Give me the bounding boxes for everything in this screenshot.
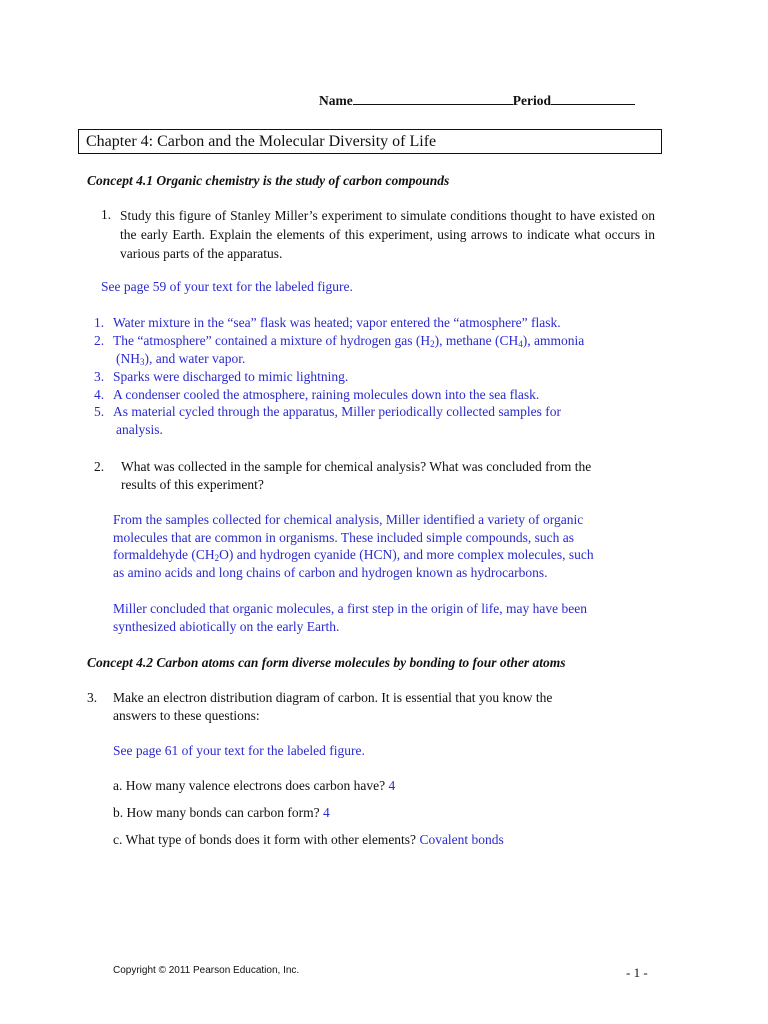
name-period-header [319,92,635,109]
q1-see-page-note: See page 59 of your text for the labeled figure. [101,279,353,294]
q1-answer-4: A condenser cooled the atmosphere, raining molecules down into the sea flask. [113,387,540,402]
question-2-line1: What was collected in the sample for chemical analysis? What was concluded from the [121,459,592,474]
q1-answer-1: Water mixture in the “sea” flask was heated; vapor entered the “atmosphere” flask. [113,315,561,330]
page-number: - 1 - [626,965,648,980]
name-label: Name [319,93,353,108]
question-3-line2: answers to these questions: [113,708,260,723]
q1-answer-2-line2: $(NH_3)$, and water vapor. [116,351,246,367]
period-blank[interactable] [551,92,635,105]
concept-4-2-heading: Concept 4.2 Carbon atoms can form diverse molecules by bonding to four other atoms [87,655,566,670]
q1-answer-1-number: 1. [94,315,105,330]
q3-part-c-answer: Covalent bonds [419,832,504,847]
q2-answer-p1-line4: as amino acids and long chains of carbon and hydrogen known as hydrocarbons. [113,565,548,580]
q3-part-b-answer: 4 [322,805,330,820]
question-3-number: 3. [87,690,98,705]
question-2-line2: results of this experiment? [121,477,264,492]
q1-answer-2-number: 2. [94,333,105,348]
period-label: Period [512,93,551,108]
name-blank[interactable] [353,92,513,105]
q1-answer-2-line1: The “atmosphere” contained a mixture of hydrogen gas $(H_2)$, methane $(CH_4)$, ammonia [113,333,585,349]
chapter-title-box [78,129,662,154]
chapter-title: Chapter 4: Carbon and the Molecular Diversity of Life [86,133,437,150]
question-2-number: 2. [94,459,105,474]
q3-part-c: c. What type of bonds does it form with other elements? Covalent bonds [113,832,504,847]
q2-answer-p1-line2: molecules that are common in organisms. These included simple compounds, such as [113,530,575,545]
question-1-text: Study this figure of Stanley Miller’s experiment to simulate conditions thought to have existed on the early Earth. Explain the elements of this experiment, using arrows to indicate what occurs in various parts of the apparatus. [120,208,655,261]
question-3-line1: Make an electron distribution diagram of carbon. It is essential that you know the [113,690,553,705]
question-1-number: 1. [101,207,112,222]
q3-see-page-note: See page 61 of your text for the labeled figure. [113,743,365,758]
copyright-footer: Copyright © 2011 Pearson Education, Inc. [113,965,300,976]
q1-answer-5-number: 5. [94,404,105,419]
q2-answer-p2-line1: Miller concluded that organic molecules, a first step in the origin of life, may have been [113,601,587,616]
q2-answer-p1-line1: From the samples collected for chemical analysis, Miller identified a variety of organic [113,512,584,527]
q3-part-a-answer: 4 [388,778,396,793]
q1-answer-5-line1: As material cycled through the apparatus, Miller periodically collected samples for [113,404,561,419]
q1-answer-4-number: 4. [94,387,105,402]
q2-answer-p2-line2: synthesized abiotically on the early Earth. [113,619,340,634]
q2-answer-p1-line3: formaldehyde $(CH_2O)$ and hydrogen cyanide (HCN), and more complex molecules, such [113,547,594,563]
concept-4-1-heading: Concept 4.1 Organic chemistry is the study of carbon compounds [87,173,450,188]
q1-answer-3: Sparks were discharged to mimic lightning. [113,369,349,384]
q3-part-a: a. How many valence electrons does carbon have? 4 [113,778,396,793]
q1-answer-5-line2: analysis. [116,422,163,437]
q1-answer-3-number: 3. [94,369,105,384]
q3-part-b: b. How many bonds can carbon form? 4 [113,805,330,820]
